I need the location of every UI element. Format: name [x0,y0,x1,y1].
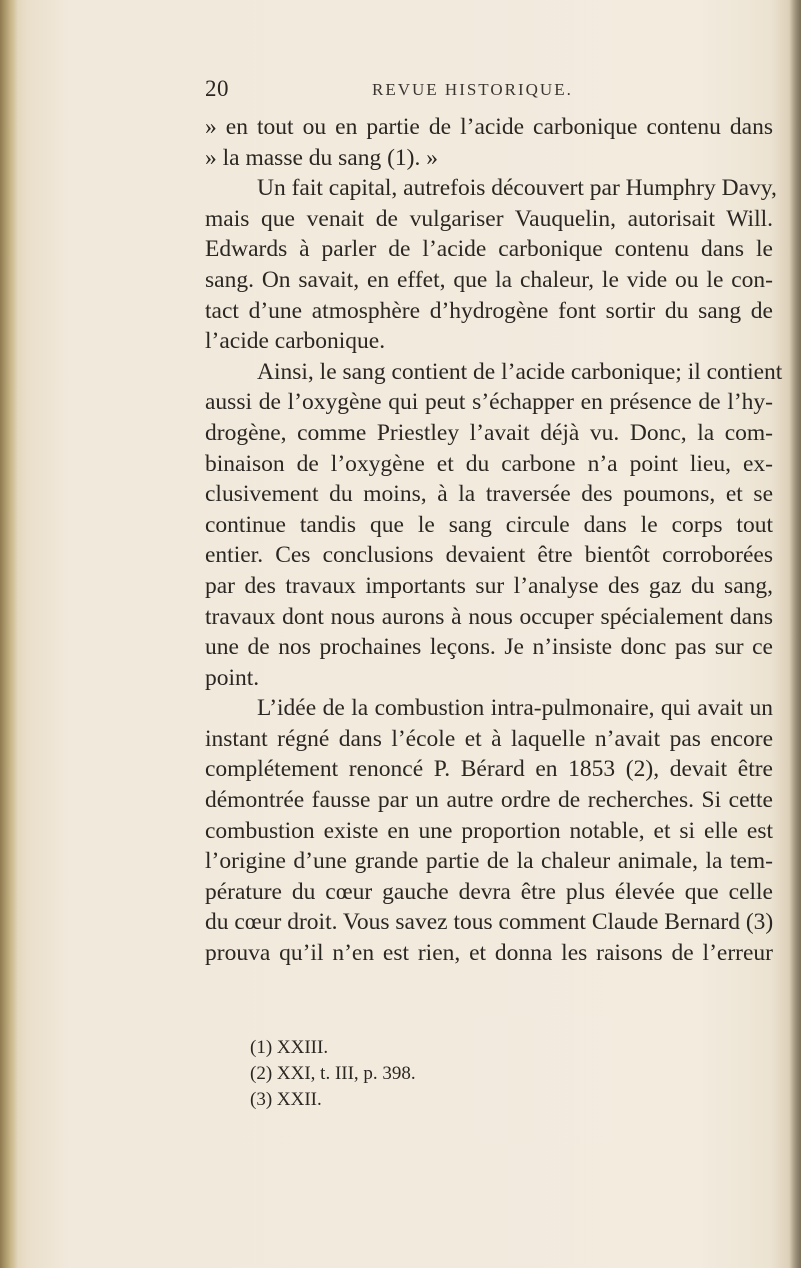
text-line: travaux dont nous aurons à nous occuper spécialement dans [205,603,773,630]
text-line: » en tout ou en partie de l’acide carbonique contenu dans [205,114,773,140]
footnote: (2) XXI, t. III, p. 398. [250,1063,416,1084]
text-line: complétement renoncé P. Bérard en 1853 (2), devait être [205,756,773,783]
text-line: une de nos prochaines leçons. Je n’insiste donc pas sur ce [205,634,773,661]
running-head: REVUE HISTORIQUE. [372,80,573,99]
text-line: pérature du cœur gauche devra être plus élevée que celle [205,878,773,905]
text-line: aussi de l’oxygène qui peut s’échapper en présence de l’hy- [205,389,773,416]
text-line: prouva qu’il n’en est rien, et donna les raisons de l’erreur [205,940,773,967]
text-line: drogène, comme Priestley l’avait déjà vu. Donc, la com- [205,419,773,446]
text-line: continue tandis que le sang circule dans le corps tout [205,511,773,538]
text-line: par des travaux importants sur l’analyse des gaz du sang, [205,572,773,599]
text-line: instant régné dans l’école et à laquelle n’avait pas encore [205,725,773,752]
text-line: tact d’une atmosphère d’hydrogène font sortir du sang de [205,297,773,324]
footnote: (1) XXIII. [250,1037,329,1058]
text-line: sang. On savait, en effet, que la chaleur, le vide ou le con- [205,266,773,293]
text-line: combustion existe en une proportion notable, et si elle est [205,817,773,844]
body-text [205,112,783,969]
page-edge-shadow [789,0,801,1268]
page-header [205,76,765,106]
text-line: l’acide carbonique. [205,328,386,355]
footnotes [250,1035,550,1113]
text-line: Un fait capital, autrefois découvert par Humphry Davy, [257,175,777,202]
text-line: Edwards à parler de l’acide carbonique contenu dans le [205,236,773,263]
text-line: point. [205,664,260,691]
text-line: L’idée de la combustion intra-pulmonaire, qui avait un [257,695,773,722]
text-line: du cœur droit. Vous savez tous comment Claude Bernard (3) [205,909,774,936]
text-line: clusivement du moins, à la traversée des poumons, et se [205,481,773,508]
text-line: entier. Ces conclusions devaient être bientôt corroborées [205,542,773,569]
page-number: 20 [205,76,229,101]
text-line: mais que venait de vulgariser Vauquelin, autorisait Will. [205,205,773,232]
footnote: (3) XXII. [250,1089,322,1110]
text-line: l’origine d’une grande partie de la chaleur animale, la tem- [205,848,773,875]
text-line: démontrée fausse par un autre ordre de recherches. Si cette [205,787,773,814]
text-line: binaison de l’oxygène et du carbone n’a point lieu, ex- [205,450,773,477]
text-line: » la masse du sang (1). » [205,144,438,171]
book-spine-shadow [0,0,18,1268]
text-line: Ainsi, le sang contient de l’acide carbonique; il contient [257,358,783,385]
